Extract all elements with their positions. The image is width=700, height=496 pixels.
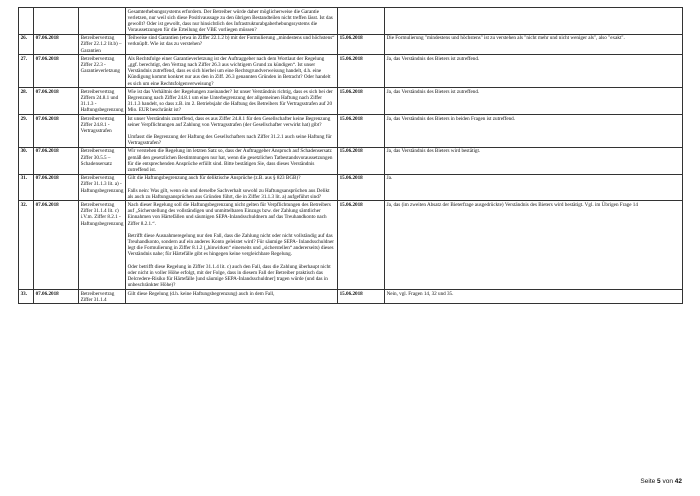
answer-text: Die Formulierung "mindestens und höchstens" ist zu verstehen als "nicht mehr und nicht weniger als", also "exakt". bbox=[385, 34, 683, 55]
answer-text: Ja, das Verständnis des Bieters ist zutreffend. bbox=[385, 88, 683, 115]
question-text: Gesamterhebungssystems erfordern. Der Betreiber würde daher möglicherweise die Garantie verletzen, nur weil sich diese Positivaussage zu den übrigen Bestandteilen nicht treffen lässt. Ist das gewollt? Oder ist gewollt, dass nur hinsichtlich des Infrastrukturabgaberhebungssystems die Voraussetzungen für die Erteilung der VBE vorliegen müssen? bbox=[126, 8, 338, 35]
footer-page-number: 5 bbox=[657, 478, 661, 485]
document-reference: Betreibervertrag Ziffer 31.1.4 bbox=[79, 290, 126, 304]
answer-text: Ja. bbox=[385, 174, 683, 201]
footer-middle: von bbox=[660, 478, 675, 485]
question-date: 07.06.2018 bbox=[34, 147, 79, 174]
answer-text: Ja, das (im zweiten Absatz der Bieterfrage ausgedrückte) Verständnis des Bieters wird bestätigt. Vgl. im Übrigen Frage 14 bbox=[385, 201, 683, 290]
document-reference: Betreibervertrag Ziffer 31.1.4 lit. c) i.V.m. Ziffer 8.2.1 - Haftungsbegrenzung bbox=[79, 201, 126, 290]
answer-date: 15.06.2018 bbox=[338, 174, 385, 201]
table-row bbox=[19, 174, 683, 201]
table-body bbox=[19, 8, 683, 304]
question-text: Als Rechtsfolge einer Garantieverletzung ist der Auftraggeber nach dem Wortlaut der Regelung „ggf. berechtigt, den Vertrag nach Ziffer 26.3 aus wichtigem Grund zu kündigen“. Ist unser Verständnis zutreffend, dass es sich hierbei um eine Rechtsgrundverweisung handelt, d.h. eine Kündigung kommt konkret nur aus den in Ziff. 26.3 genannten Gründen in Betracht? Oder handelt es sich um eine Rechtsfolgenverweisung? bbox=[126, 55, 338, 88]
question-date bbox=[34, 8, 79, 35]
question-text: Ist unser Verständnis zutreffend, dass es aus Ziffer 24.8.1 für den Gesellschafter keine Begrenzung seiner Verpflichtungen auf Zahlung von Vertragsstrafen (der Gesellschafter verwirkt hat) gibt? Umfasst die Begrenzung der Haftung des Gesellschafters nach Ziffer 31.2.1 auch seine Haftung für Vertragsstrafen? bbox=[126, 115, 338, 148]
question-date: 07.06.2018 bbox=[34, 88, 79, 115]
question-text: Wie ist das Verhältnis der Regelungen zueinander? Ist unser Verständnis richtig, dass es sich bei der Begrenzung nach Ziffer 24.8.1 um eine Unterbegrenzung der allgemeinen Haftung nach Ziffer 31.1.3 handelt, so dass z.B. im 2. Betriebsjahr die Haftung des Betreibers für Vertragsstrafen auf 20 Mio. EUR beschränkt ist? bbox=[126, 88, 338, 115]
row-number: 32. bbox=[19, 201, 34, 290]
row-number: 29. bbox=[19, 115, 34, 148]
question-text: Gilt die Haftungsbegrenzung auch für deliktische Ansprüche (z.B. aus § 823 BGB)? Falls nein: Was gilt, wenn ein und derselbe Sachverhalt sowohl zu Haftungsansprüchen aus Delikt als auch zu Haftungsansprüchen aus Gründen führt, die in Ziffer 31.1.3 lit. a) aufgeführt sind? bbox=[126, 174, 338, 201]
row-number: 31. bbox=[19, 174, 34, 201]
document-reference: Betreibervertrag Ziffer 24.8.1 - Vertragsstrafen bbox=[79, 115, 126, 148]
answer-text: Ja, das Verständnis des Bieters in beiden Fragen ist zutreffend. bbox=[385, 115, 683, 148]
row-number: 30. bbox=[19, 147, 34, 174]
question-text: Nach dieser Regelung soll die Haftungsbegrenzung nicht gelten für Verpflichtungen des Betreibers auf „Sicherstellung des vollständigen und unmittelbaren Einzugs bzw. der Zahlung sämtlicher Einnahmen von Härtefällen und säumigen SEPA-Inlandsschuldnern auf das Treuhandkonto nach Ziffer 8.2.1.“. Betrifft diese Ausnahmeregelung nur den Fall, dass die Zahlung nicht oder nicht vollständig auf das Treuhandkonto, sondern auf ein anderes Konto geleistet wird? Für säumige SEPA- Inlandsschuldner legt die Formulierung in Ziffer 8.1.2 („hinwirken“ einerseits und „sicherstellen“ andererseits) dieses Verständnis nahe; für Härtefälle gibt es hingegen keine vergleichbare Regelung. Oder betrifft diese Regelung in Ziffer 31.1.4 lit. c) auch den Fall, dass die Zahlung überhaupt nicht oder nicht in voller Höhe erfolgt, mit der Folge, dass in diesem Fall der Betreiber praktisch das Delcredere-Risiko für Härtefälle [und säumige SEPA-Inlandsschuldner] tragen würde (und das in unbeschränkter Höhe)? bbox=[126, 201, 338, 290]
table-row bbox=[19, 147, 683, 174]
answer-date: 15.06.2018 bbox=[338, 201, 385, 290]
document-reference: Betreibervertrag Ziffer 22.3 - Garantieverletzung bbox=[79, 55, 126, 88]
question-date: 07.06.2018 bbox=[34, 55, 79, 88]
bieterfragen-table bbox=[18, 7, 683, 304]
question-date: 07.06.2018 bbox=[34, 290, 79, 304]
table-row bbox=[19, 115, 683, 148]
table-row bbox=[19, 34, 683, 55]
question-text: Wir verstehen die Regelung im letzten Satz so, dass der Auftraggeber Anspruch auf Schadensersatz gemäß den gesetzlichen Bestimmungen nur hat, wenn die gesetzlichen Tatbestandsvoraussetzungen für die entsprechenden Ansprüche erfüllt sind. Bitte bestätigen Sie, dass dieses Verständnis zutreffend ist. bbox=[126, 147, 338, 174]
question-date: 07.06.2018 bbox=[34, 174, 79, 201]
table-row bbox=[19, 8, 683, 35]
question-date: 07.06.2018 bbox=[34, 115, 79, 148]
row-number: 27. bbox=[19, 55, 34, 88]
answer-text: Ja, das Verständnis des Bieters wird bestätigt. bbox=[385, 147, 683, 174]
footer-prefix: Seite bbox=[640, 478, 658, 485]
table-row bbox=[19, 88, 683, 115]
document-reference bbox=[79, 8, 126, 35]
row-number: 26. bbox=[19, 34, 34, 55]
answer-date: 15.06.2018 bbox=[338, 290, 385, 304]
document-reference: Betreibervertrag Ziffer 31.1.3 lit. a) - Haftungsbegrenzung bbox=[79, 174, 126, 201]
document-reference: Betreibervertrag Ziffer 22.1.2 lit.b) – Garantien bbox=[79, 34, 126, 55]
answer-date: 15.06.2018 bbox=[338, 147, 385, 174]
answer-date: 15.06.2018 bbox=[338, 88, 385, 115]
page-footer bbox=[640, 478, 682, 485]
answer-date bbox=[338, 8, 385, 35]
answer-date: 15.06.2018 bbox=[338, 115, 385, 148]
answer-text: Nein, vgl. Fragen 14, 32 und 35. bbox=[385, 290, 683, 304]
table-row bbox=[19, 55, 683, 88]
row-number: 33. bbox=[19, 290, 34, 304]
footer-page-total: 42 bbox=[674, 478, 682, 485]
question-text: Gilt diese Regelung (d.h. keine Haftungsbegrenzung) auch in dem Fall, bbox=[126, 290, 338, 304]
answer-text bbox=[385, 8, 683, 35]
document-reference: Betreibervertrag Ziffern 24.8.1 und 31.1.3 - Haftungsbegrenzung bbox=[79, 88, 126, 115]
row-number bbox=[19, 8, 34, 35]
answer-date: 15.06.2018 bbox=[338, 55, 385, 88]
answer-text: Ja, das Verständnis des Bieters ist zutreffend. bbox=[385, 55, 683, 88]
document-reference: Betreibervertrag Ziffer 30.5.5 – Schadensersatz bbox=[79, 147, 126, 174]
question-text: Teilweise sind Garantien (etwa in Ziffer 22.1.2 b) mit der Formulierung „mindestens und höchstens“ verknüpft. Wie ist das zu verstehen? bbox=[126, 34, 338, 55]
question-date: 07.06.2018 bbox=[34, 34, 79, 55]
table-row bbox=[19, 290, 683, 304]
row-number: 28. bbox=[19, 88, 34, 115]
answer-date: 15.06.2018 bbox=[338, 34, 385, 55]
table-row bbox=[19, 201, 683, 290]
question-date: 07.06.2018 bbox=[34, 201, 79, 290]
